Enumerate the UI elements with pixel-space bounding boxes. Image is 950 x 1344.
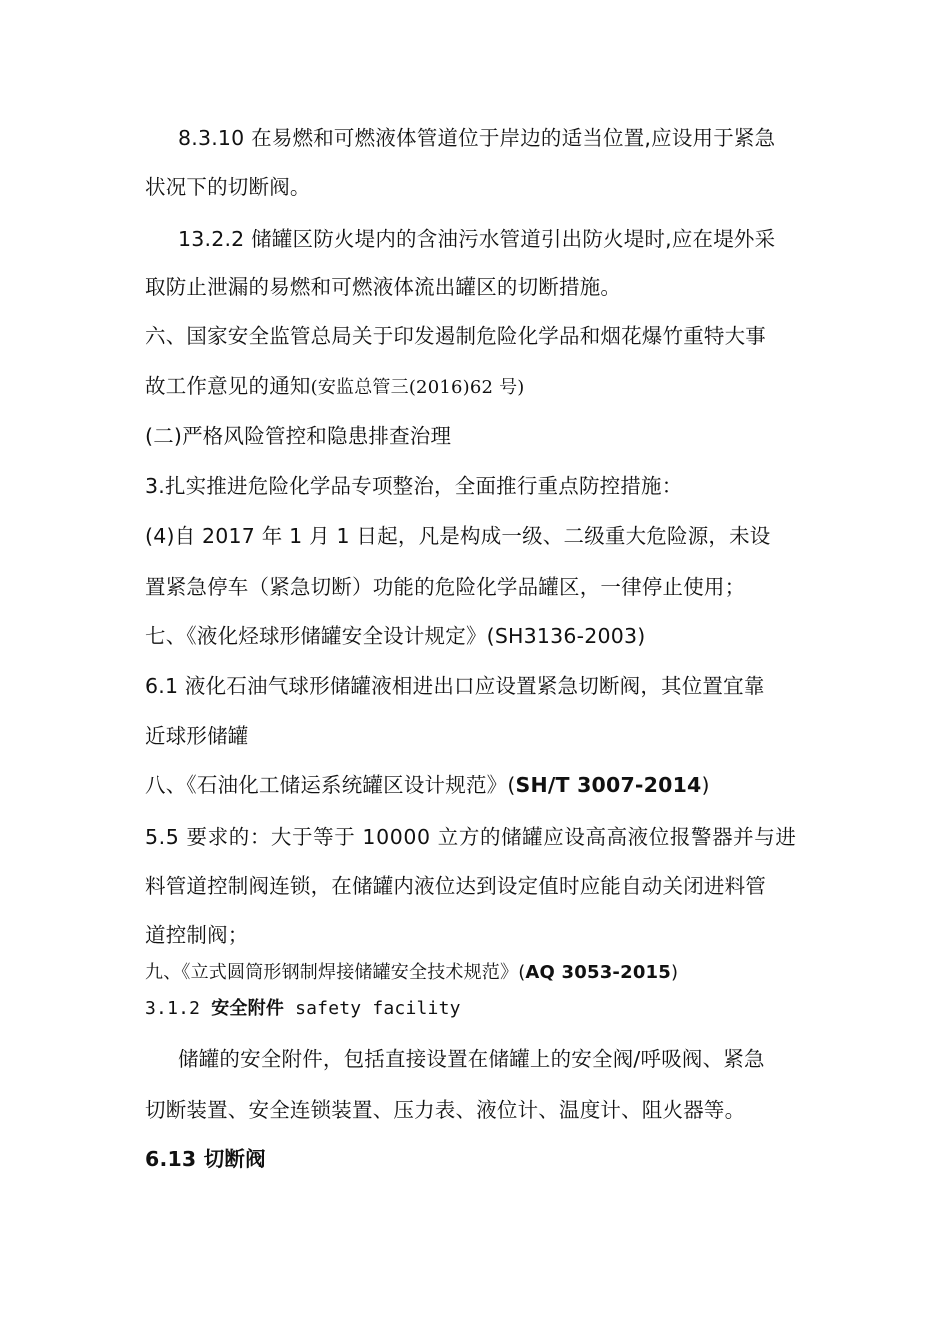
clause-heading: 6.13 切断阀 xyxy=(145,1147,266,1171)
text-span: 九、《立式圆筒形钢制焊接储罐安全技术规范》( xyxy=(145,962,526,983)
term-line xyxy=(145,996,461,1022)
text-line: (4)自 2017 年 1 月 1 日起，凡是构成一级、二级重大危险源，未设 xyxy=(145,524,771,548)
section-heading: 七、《液化烃球形储罐安全设计规定》(SH3136-2003) xyxy=(145,624,646,648)
term-zh: 安全附件 xyxy=(211,998,285,1019)
text-line: 料管道控制阀连锁，在储罐内液位达到设定值时应能自动关闭进料管 xyxy=(145,874,766,898)
section-heading xyxy=(145,772,710,798)
term-en: safety facility xyxy=(284,998,461,1019)
subsection-heading: (二)严格风险管控和隐患排查治理 xyxy=(145,424,452,448)
text-line: 状况下的切断阀。 xyxy=(145,175,311,199)
text-line: 6.1 液化石油气球形储罐液相进出口应设置紧急切断阀，其位置宜靠 xyxy=(145,674,765,698)
clause-number: 3.1.2 xyxy=(145,998,212,1019)
text-line: 置紧急停车（紧急切断）功能的危险化学品罐区，一律停止使用； xyxy=(145,575,746,599)
standard-code: SH/T 3007-2014 xyxy=(515,773,702,797)
text-line: 近球形储罐 xyxy=(145,724,249,748)
text-line: 8.3.10 在易燃和可燃液体管道位于岸边的适当位置,应设用于紧急 xyxy=(178,126,776,150)
section-heading: 六、国家安全监管总局关于印发遏制危险化学品和烟花爆竹重特大事 xyxy=(145,324,766,348)
text-line: 5.5 要求的：大于等于 10000 立方的储罐应设高高液位报警器并与进 xyxy=(145,825,797,849)
text-line: 切断装置、安全连锁装置、压力表、液位计、温度计、阻火器等。 xyxy=(145,1098,746,1122)
text-span: ) xyxy=(671,962,679,983)
text-span: 八、《石油化工储运系统罐区设计规范》( xyxy=(145,773,516,797)
text-span: 故工作意见的通知 xyxy=(145,374,311,398)
text-line xyxy=(145,373,525,401)
document-number: (安监总管三(2016)62 号) xyxy=(310,377,525,398)
text-line: 3.扎实推进危险化学品专项整治，全面推行重点防控措施： xyxy=(145,474,683,498)
standard-code: AQ 3053-2015 xyxy=(525,962,671,983)
text-line: 取防止泄漏的易燃和可燃液体流出罐区的切断措施。 xyxy=(145,275,622,299)
text-line: 储罐的安全附件，包括直接设置在储罐上的安全阀/呼吸阀、紧急 xyxy=(178,1047,765,1071)
text-line: 道控制阀； xyxy=(145,923,249,947)
text-span: ) xyxy=(701,773,710,797)
text-line: 13.2.2 储罐区防火堤内的含油污水管道引出防火堤时,应在堤外采 xyxy=(178,227,776,251)
section-heading xyxy=(145,960,678,986)
